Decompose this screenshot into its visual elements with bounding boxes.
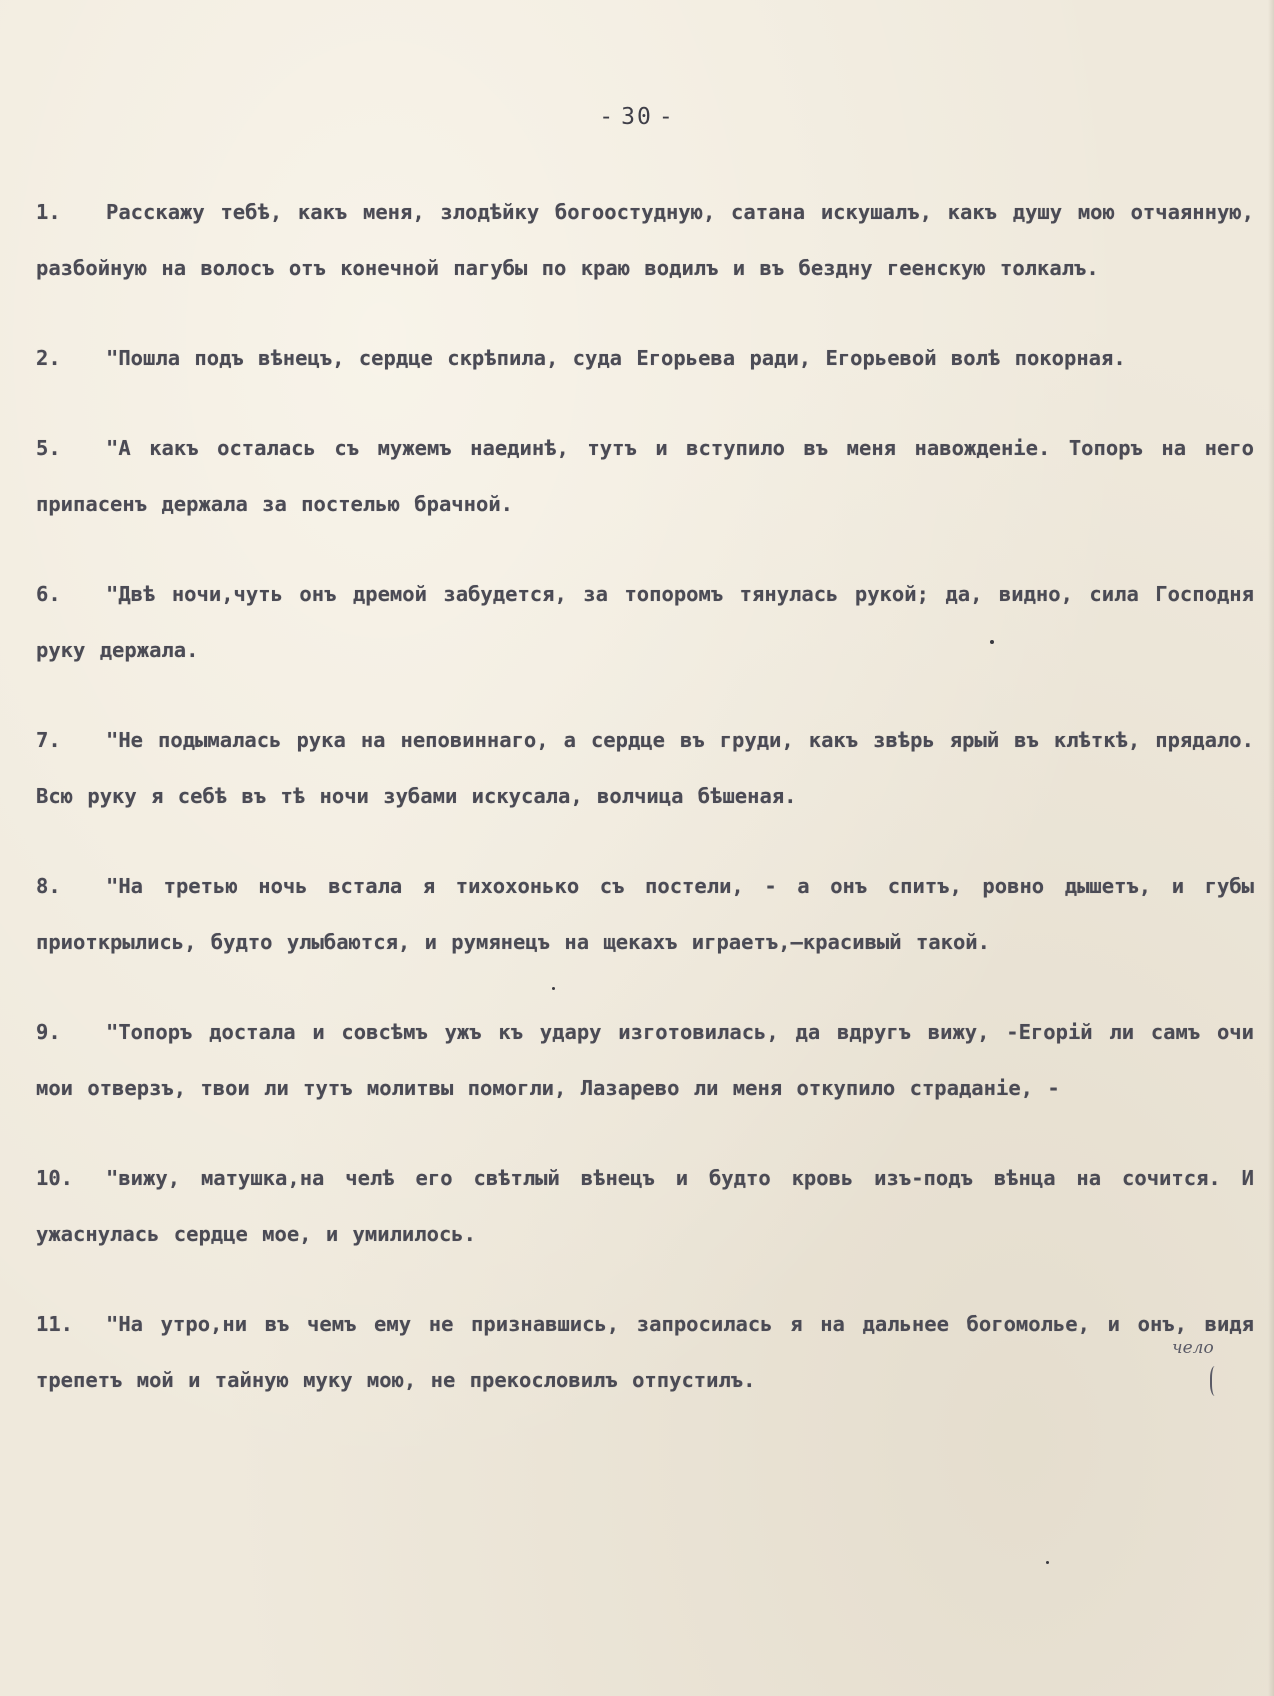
paragraph-number: 8.: [36, 874, 61, 898]
paragraph-text: "На утро,ни въ чемъ ему не признавшись, запросилась я на дальнее богомолье, и онъ, видя трепетъ мой и тайную муку мою, не прекословилъ отпустилъ.: [36, 1312, 1254, 1392]
paragraph-number: 1.: [36, 200, 61, 224]
paragraph-text: "Двѣ ночи,чуть онъ дремой забудется, за топоромъ тянулась рукой; да, видно, сила Господня руку держала.: [36, 582, 1254, 662]
paragraph-text: "вижу, матушка,на челѣ его свѣтлый вѣнецъ и будто кровь изъ-подъ вѣнца на сочится. И ужаснулась сердце мое, и умилилось.: [36, 1166, 1254, 1246]
paragraph-text: "Топоръ достала и совсѣмъ ужъ къ удару изготовилась, да вдругъ вижу, -Егорій ли самъ очи мои отверзъ, твои ли тутъ молитвы помогли, Лазарево ли меня откупило страданіе, -: [36, 1020, 1254, 1100]
page-body: [36, 184, 1254, 1442]
paragraph-number: 6.: [36, 582, 61, 606]
page-number-dash-left: -: [599, 104, 616, 130]
paragraph-5: [36, 420, 1254, 532]
paragraph-1: [36, 184, 1254, 296]
paragraph-8: [36, 858, 1254, 970]
paragraph-7: [36, 712, 1254, 824]
paragraph-number: 11.: [36, 1312, 74, 1336]
page-number-value: 30: [621, 104, 653, 130]
paragraph-9: [36, 1004, 1254, 1116]
handwritten-correction: чело: [1172, 1338, 1214, 1358]
paragraph-text: "Пошла подъ вѣнецъ, сердце скрѣпила, суда Егорьева ради, Егорьевой волѣ покорная.: [106, 346, 1126, 370]
page-number: [0, 104, 1274, 130]
paragraph-number: 5.: [36, 436, 61, 460]
page-number-dash-right: -: [658, 104, 675, 130]
paragraph-10: [36, 1150, 1254, 1262]
paragraph-text: "А какъ осталась съ мужемъ наединѣ, тутъ и вступило въ меня навожденіе. Топоръ на него припасенъ держала за постелью брачной.: [36, 436, 1254, 516]
ink-speck: [990, 640, 994, 644]
paragraph-11: [36, 1296, 1254, 1408]
paragraph-number: 2.: [36, 346, 61, 370]
ink-speck: [1046, 1561, 1049, 1564]
paragraph-6: [36, 566, 1254, 678]
paragraph-2: [36, 330, 1254, 386]
paragraph-text: "На третью ночь встала я тихохонько съ постели, - а онъ спитъ, ровно дышетъ, и губы приоткрылись, будто улыбаются, и румянецъ на щекахъ играетъ,—красивый такой.: [36, 874, 1254, 954]
paragraph-text: Расскажу тебѣ, какъ меня, злодѣйку богоостудную, сатана искушалъ, какъ душу мою отчаянную, разбойную на волосъ отъ конечной пагубы по краю водилъ и въ бездну геенскую толкалъ.: [36, 200, 1254, 280]
paragraph-number: 9.: [36, 1020, 61, 1044]
paragraph-number: 10.: [36, 1166, 74, 1190]
paragraph-number: 7.: [36, 728, 61, 752]
ink-speck: [552, 987, 555, 990]
insertion-mark: [1210, 1366, 1222, 1396]
paragraph-text: "Не подымалась рука на неповиннаго, а сердце въ груди, какъ звѣрь ярый въ клѣткѣ, прядало. Всю руку я себѣ въ тѣ ночи зубами искусала, волчица бѣшеная.: [36, 728, 1254, 808]
